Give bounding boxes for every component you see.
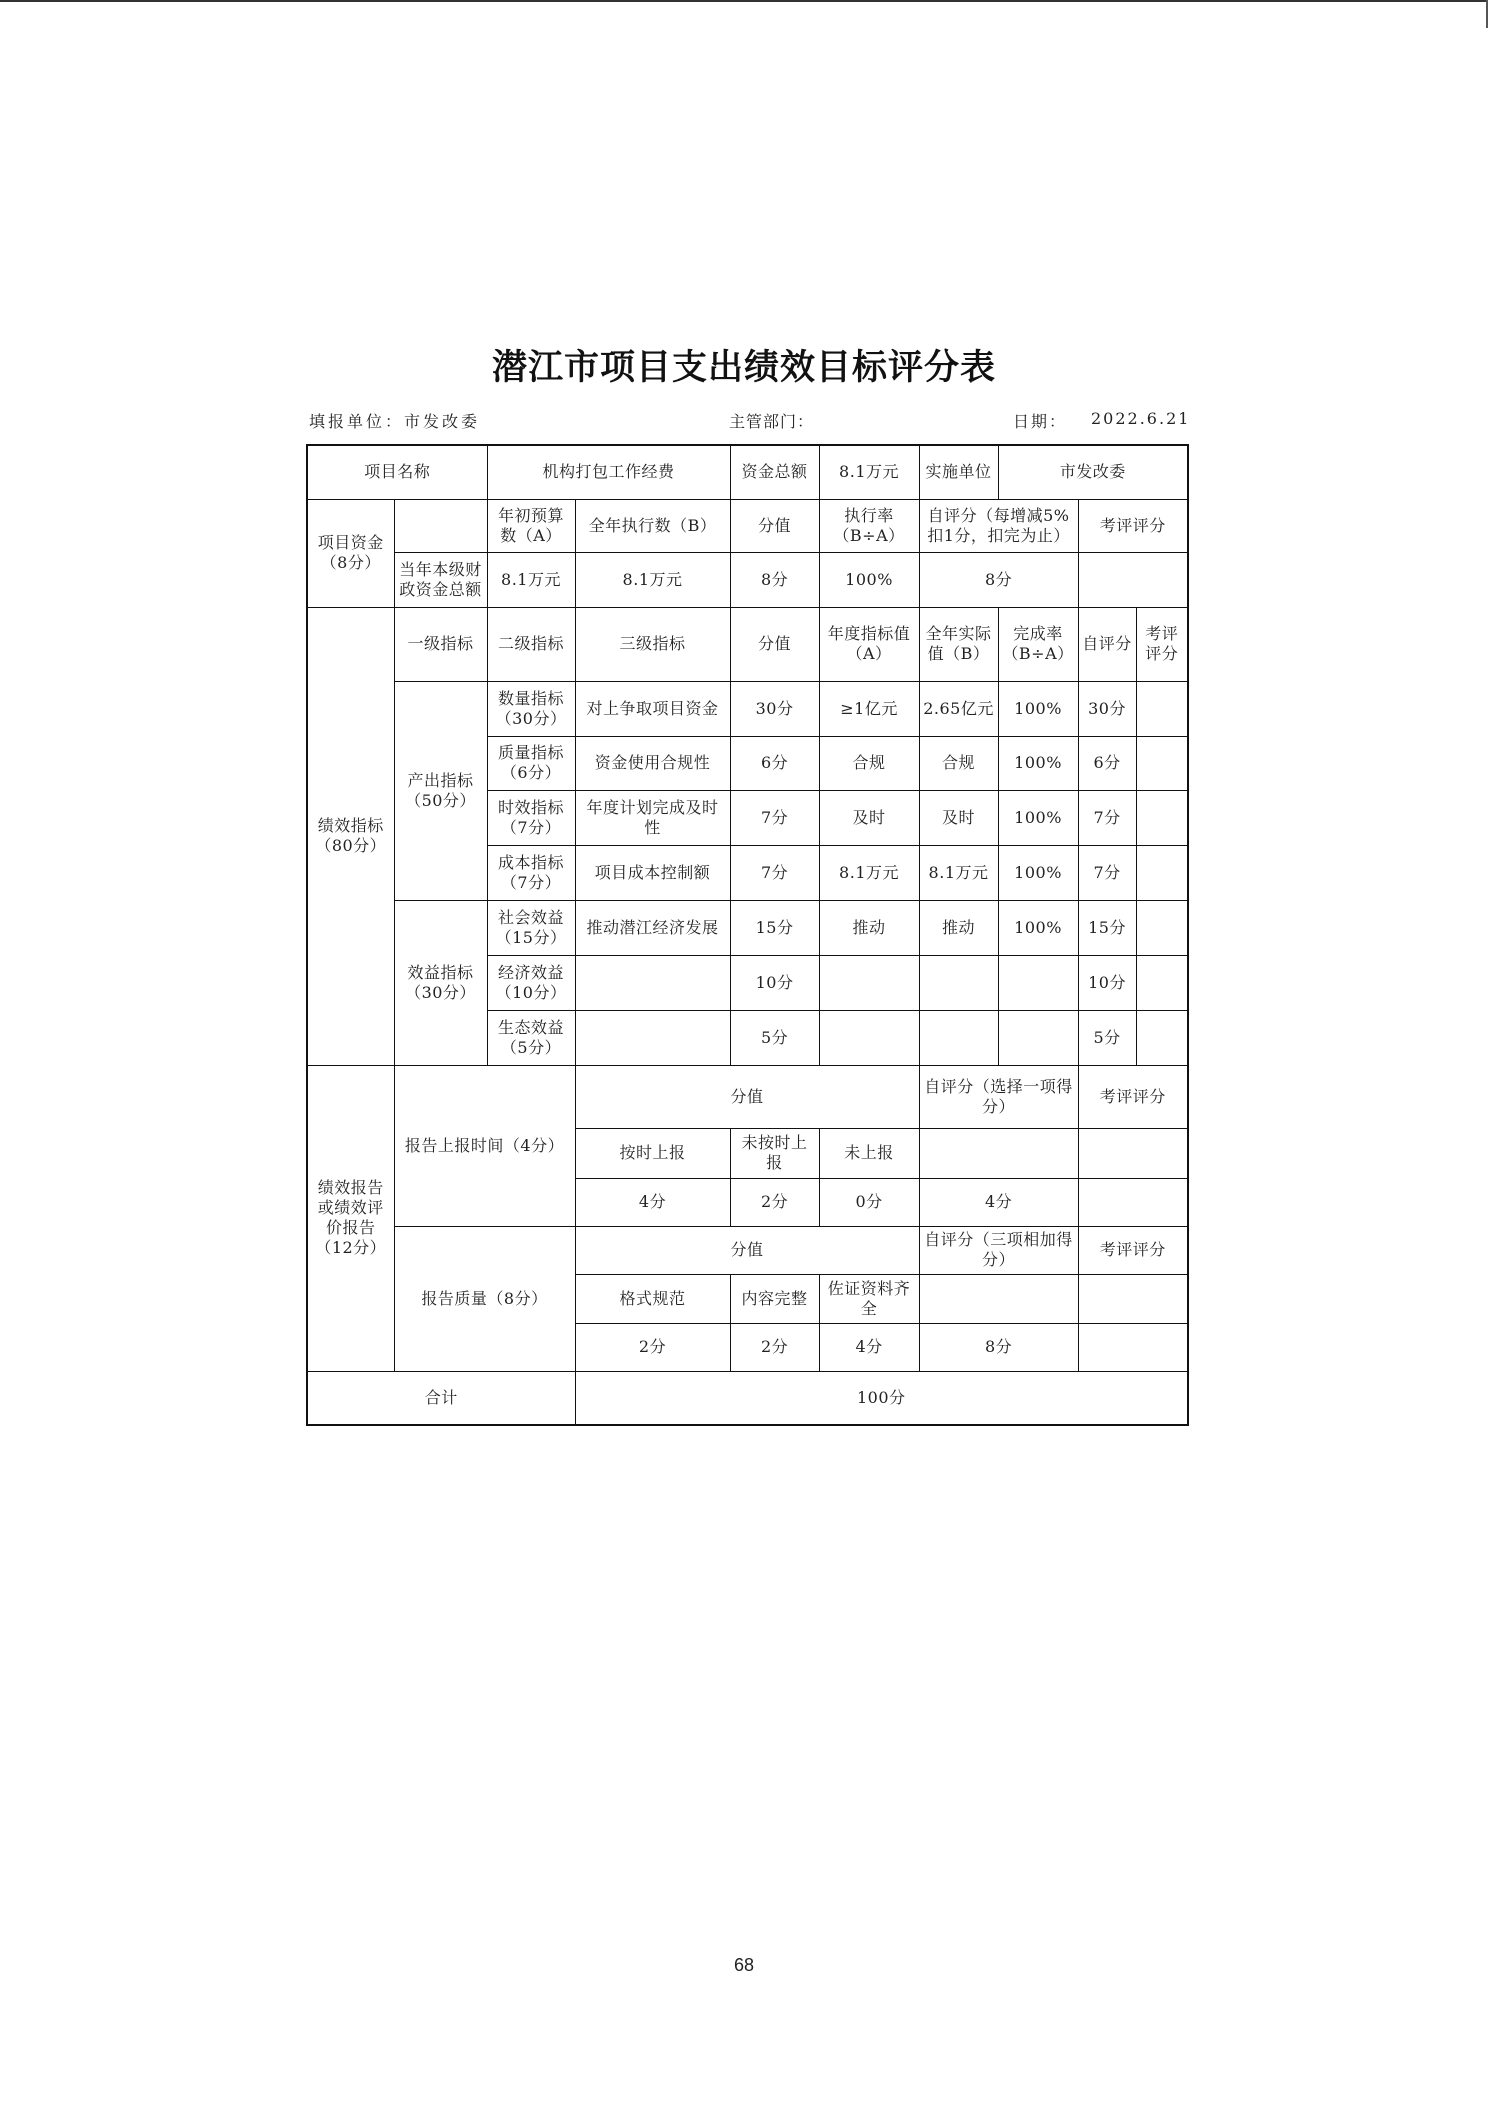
reporting-unit-label: 填报单位： — [309, 412, 405, 431]
report-timeliness-review-score — [1078, 1178, 1188, 1226]
indicator-level2: 生态效益（5分） — [487, 1010, 575, 1065]
indicator-review — [1136, 790, 1188, 845]
indicator-level2: 经济效益（10分） — [487, 955, 575, 1010]
report-option: 未上报 — [819, 1128, 919, 1178]
funds-blank-header — [394, 499, 487, 552]
indicator-level2: 数量指标（30分） — [487, 681, 575, 736]
date-label: 日期： — [1013, 412, 1068, 431]
indicator-level2: 质量指标（6分） — [487, 736, 575, 790]
report-timeliness-score-header: 分值 — [575, 1065, 919, 1128]
report-quality-self-header: 自评分（三项相加得分） — [919, 1226, 1078, 1274]
indicator-target: 合规 — [819, 736, 919, 790]
indicator-header-level3: 三级指标 — [575, 607, 730, 681]
indicator-self-score: 15分 — [1078, 900, 1136, 955]
indicator-actual: 推动 — [919, 900, 998, 955]
indicator-target: 8.1万元 — [819, 845, 919, 900]
indicator-header-score: 分值 — [730, 607, 819, 681]
report-timeliness-self-header: 自评分（选择一项得分） — [919, 1065, 1078, 1128]
implementer: 市发改委 — [998, 445, 1188, 499]
indicator-self-score: 5分 — [1078, 1010, 1136, 1065]
indicator-level3 — [575, 1010, 730, 1065]
indicator-header-rate: 完成率（B÷A） — [998, 607, 1078, 681]
indicator-group-output: 产出指标（50分） — [394, 681, 487, 900]
scan-edge-top — [0, 0, 1488, 2]
reporting-unit-value: 市发改委 — [404, 412, 481, 431]
indicator-level2: 社会效益（15分） — [487, 900, 575, 955]
project-name: 机构打包工作经费 — [487, 445, 730, 499]
report-quality-self-blank — [919, 1274, 1078, 1323]
indicator-header-level2: 二级指标 — [487, 607, 575, 681]
supervising-dept-label: 主管部门： — [729, 412, 815, 431]
indicator-rate: 100% — [998, 900, 1078, 955]
report-option-score: 2分 — [730, 1323, 819, 1371]
indicator-rate: 100% — [998, 845, 1078, 900]
indicator-level3: 对上争取项目资金 — [575, 681, 730, 736]
fund-total: 8.1万元 — [819, 445, 919, 499]
indicator-review — [1136, 845, 1188, 900]
indicator-review — [1136, 900, 1188, 955]
funds-header-self-score: 自评分（每增减5%扣1分，扣完为止） — [919, 499, 1078, 552]
indicator-self-score: 6分 — [1078, 736, 1136, 790]
indicator-row — [307, 900, 1188, 955]
total-row — [307, 1371, 1188, 1425]
indicator-review — [1136, 681, 1188, 736]
indicator-level3: 项目成本控制额 — [575, 845, 730, 900]
indicator-score: 6分 — [730, 736, 819, 790]
funds-section-label: 项目资金（8分） — [307, 499, 394, 607]
indicator-level3: 资金使用合规性 — [575, 736, 730, 790]
indicator-rate — [998, 955, 1078, 1010]
score-table — [306, 444, 1189, 1426]
indicator-actual: 8.1万元 — [919, 845, 998, 900]
report-option: 格式规范 — [575, 1274, 730, 1323]
report-timeliness-label: 报告上报时间（4分） — [394, 1065, 575, 1226]
report-option: 内容完整 — [730, 1274, 819, 1323]
report-option-score: 4分 — [575, 1178, 730, 1226]
indicator-level2: 成本指标（7分） — [487, 845, 575, 900]
indicator-actual — [919, 1010, 998, 1065]
indicator-group-benefit: 效益指标（30分） — [394, 900, 487, 1065]
project-name-label: 项目名称 — [307, 445, 487, 499]
page-number: 68 — [733, 1955, 755, 1975]
indicator-row — [307, 681, 1188, 736]
funds-review-score — [1078, 552, 1188, 607]
indicator-header-self-score: 自评分 — [1078, 607, 1136, 681]
report-quality-review-header: 考评评分 — [1078, 1226, 1188, 1274]
report-option-score: 0分 — [819, 1178, 919, 1226]
indicator-level2: 时效指标（7分） — [487, 790, 575, 845]
indicator-level3: 年度计划完成及时性 — [575, 790, 730, 845]
report-option: 未按时上报 — [730, 1128, 819, 1178]
funds-executed: 8.1万元 — [575, 552, 730, 607]
indicator-actual — [919, 955, 998, 1010]
funds-budget: 8.1万元 — [487, 552, 575, 607]
indicator-rate: 100% — [998, 790, 1078, 845]
funds-row-label: 当年本级财政资金总额 — [394, 552, 487, 607]
report-timeliness-self-score: 4分 — [919, 1178, 1078, 1226]
project-row — [307, 445, 1188, 499]
indicator-target: 推动 — [819, 900, 919, 955]
indicator-header-review: 考评评分 — [1136, 607, 1188, 681]
funds-header-row — [307, 499, 1188, 552]
indicator-score: 15分 — [730, 900, 819, 955]
report-quality-header-row — [307, 1226, 1188, 1274]
reporting-unit — [309, 409, 480, 432]
report-timeliness-self-blank — [919, 1128, 1078, 1178]
report-quality-review-blank — [1078, 1274, 1188, 1323]
indicator-header-level1: 一级指标 — [394, 607, 487, 681]
funds-rate: 100% — [819, 552, 919, 607]
report-quality-score-header: 分值 — [575, 1226, 919, 1274]
funds-self-score: 8分 — [919, 552, 1078, 607]
indicator-header-actual: 全年实际值（B） — [919, 607, 998, 681]
indicator-review — [1136, 1010, 1188, 1065]
report-quality-review-score — [1078, 1323, 1188, 1371]
report-option-score: 4分 — [819, 1323, 919, 1371]
funds-header-rate: 执行率（B÷A） — [819, 499, 919, 552]
indicator-self-score: 30分 — [1078, 681, 1136, 736]
indicators-section-label: 绩效指标（80分） — [307, 607, 394, 1065]
indicator-score: 10分 — [730, 955, 819, 1010]
report-option: 按时上报 — [575, 1128, 730, 1178]
total-value: 100分 — [575, 1371, 1188, 1425]
indicator-score: 7分 — [730, 845, 819, 900]
fund-total-label: 资金总额 — [730, 445, 819, 499]
indicator-self-score: 7分 — [1078, 790, 1136, 845]
implementer-label: 实施单位 — [919, 445, 998, 499]
indicator-target — [819, 1010, 919, 1065]
indicator-target: 及时 — [819, 790, 919, 845]
indicator-actual: 及时 — [919, 790, 998, 845]
indicator-level3: 推动潜江经济发展 — [575, 900, 730, 955]
indicator-target — [819, 955, 919, 1010]
indicator-actual: 合规 — [919, 736, 998, 790]
indicator-self-score: 7分 — [1078, 845, 1136, 900]
funds-score: 8分 — [730, 552, 819, 607]
indicator-rate: 100% — [998, 736, 1078, 790]
report-timeliness-review-header: 考评评分 — [1078, 1065, 1188, 1128]
report-quality-label: 报告质量（8分） — [394, 1226, 575, 1371]
indicator-header-row — [307, 607, 1188, 681]
indicator-rate — [998, 1010, 1078, 1065]
report-timeliness-header-row — [307, 1065, 1188, 1128]
funds-header-executed: 全年执行数（B） — [575, 499, 730, 552]
total-label: 合计 — [307, 1371, 575, 1425]
report-section-label: 绩效报告或绩效评价报告（12分） — [307, 1065, 394, 1371]
indicator-score: 30分 — [730, 681, 819, 736]
indicator-level3 — [575, 955, 730, 1010]
report-option: 佐证资料齐全 — [819, 1274, 919, 1323]
indicator-actual: 2.65亿元 — [919, 681, 998, 736]
report-quality-self-score: 8分 — [919, 1323, 1078, 1371]
indicator-review — [1136, 955, 1188, 1010]
report-option-score: 2分 — [575, 1323, 730, 1371]
date-value: 2022.6.21 — [1091, 409, 1191, 428]
funds-header-budget: 年初预算数（A） — [487, 499, 575, 552]
indicator-target: ≥1亿元 — [819, 681, 919, 736]
indicator-self-score: 10分 — [1078, 955, 1136, 1010]
funds-header-review: 考评评分 — [1078, 499, 1188, 552]
funds-header-score: 分值 — [730, 499, 819, 552]
page-title: 潜江市项目支出绩效目标评分表 — [491, 347, 996, 388]
funds-value-row — [307, 552, 1188, 607]
indicator-review — [1136, 736, 1188, 790]
indicator-rate: 100% — [998, 681, 1078, 736]
report-option-score: 2分 — [730, 1178, 819, 1226]
indicator-score: 5分 — [730, 1010, 819, 1065]
indicator-header-target: 年度指标值（A） — [819, 607, 919, 681]
indicator-score: 7分 — [730, 790, 819, 845]
report-timeliness-review-blank — [1078, 1128, 1188, 1178]
